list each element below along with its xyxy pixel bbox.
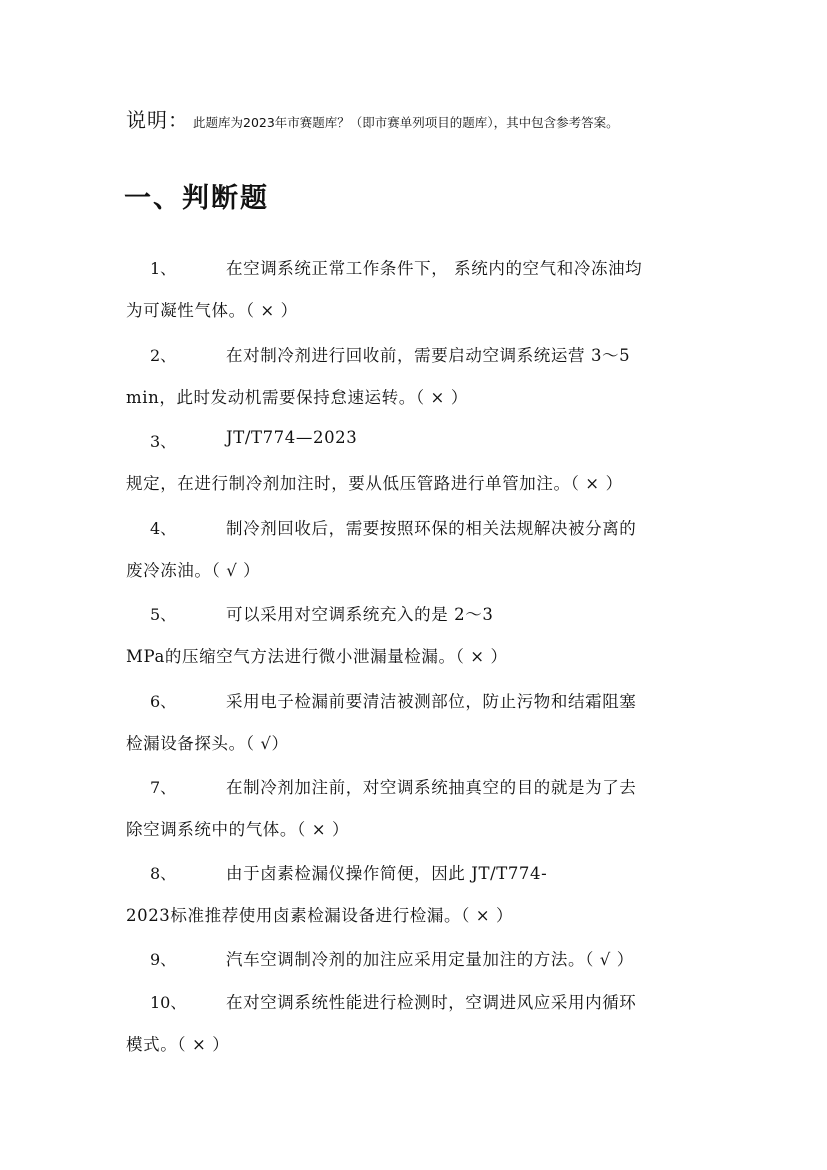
question-text-line1: 制冷剂回收后，需要按照环保的相关法规解决被分离的	[226, 519, 637, 538]
note-text: 此题库为2023年市赛题库？（即市赛单列项目的题库），其中包含参考答案。	[193, 115, 619, 130]
question-text-line2: 2023标准推荐使用卤素检漏设备进行检漏。（ × ）	[126, 906, 514, 925]
question-text-line2: 为可凝性气体。（ × ）	[126, 301, 298, 320]
question-text-line1: 在对制冷剂进行回收前，需要启动空调系统运营 3～5	[226, 346, 631, 365]
question-text-line2: 检漏设备探头。（ √）	[126, 734, 289, 753]
question-text-line2: 除空调系统中的气体。（ × ）	[126, 820, 350, 839]
question-number: 4、	[150, 519, 177, 538]
question-number: 7、	[150, 778, 177, 797]
question-number: 6、	[150, 692, 177, 711]
question-text-line1: 由于卤素检漏仪操作简便，因此 JT/T774-	[226, 864, 548, 883]
question-number: 8、	[150, 864, 177, 883]
question-number: 1、	[150, 259, 177, 278]
question-text-line2: MPa的压缩空气方法进行微小泄漏量检漏。（ × ）	[126, 647, 508, 666]
question-number: 9、	[150, 950, 177, 969]
note-label: 说明：	[126, 108, 189, 132]
question-text-line1: 采用电子检漏前要清洁被测部位，防止污物和结霜阻塞	[226, 692, 637, 711]
question-text-line1: 在制冷剂加注前，对空调系统抽真空的目的就是为了去	[226, 778, 637, 797]
question-text-line1: 在空调系统正常工作条件下， 系统内的空气和冷冻油均	[226, 259, 643, 278]
section-title: 一、判断题	[124, 183, 269, 214]
question-text-line2: 规定，在进行制冷剂加注时，要从低压管路进行单管加注。（ × ）	[126, 474, 623, 493]
question-number: 2、	[150, 346, 177, 365]
question-text-line2: 废冷冻油。（ √ ）	[126, 561, 261, 580]
note	[126, 104, 619, 133]
question-text-line1: 在对空调系统性能进行检测时，空调进风应采用内循环	[226, 993, 637, 1012]
question-text-line1: JT/T774—2023	[226, 428, 358, 447]
question-number: 5、	[150, 605, 177, 624]
question-number: 10、	[150, 993, 187, 1012]
question-text-line2: 模式。（ × ）	[126, 1035, 230, 1054]
question-number: 3、	[150, 432, 177, 451]
question-text-line1: 可以采用对空调系统充入的是 2～3	[226, 605, 494, 624]
question-text-line1: 汽车空调制冷剂的加注应采用定量加注的方法。（ √ ）	[226, 950, 634, 969]
question-text-line2: min，此时发动机需要保持怠速运转。（ × ）	[126, 388, 468, 407]
